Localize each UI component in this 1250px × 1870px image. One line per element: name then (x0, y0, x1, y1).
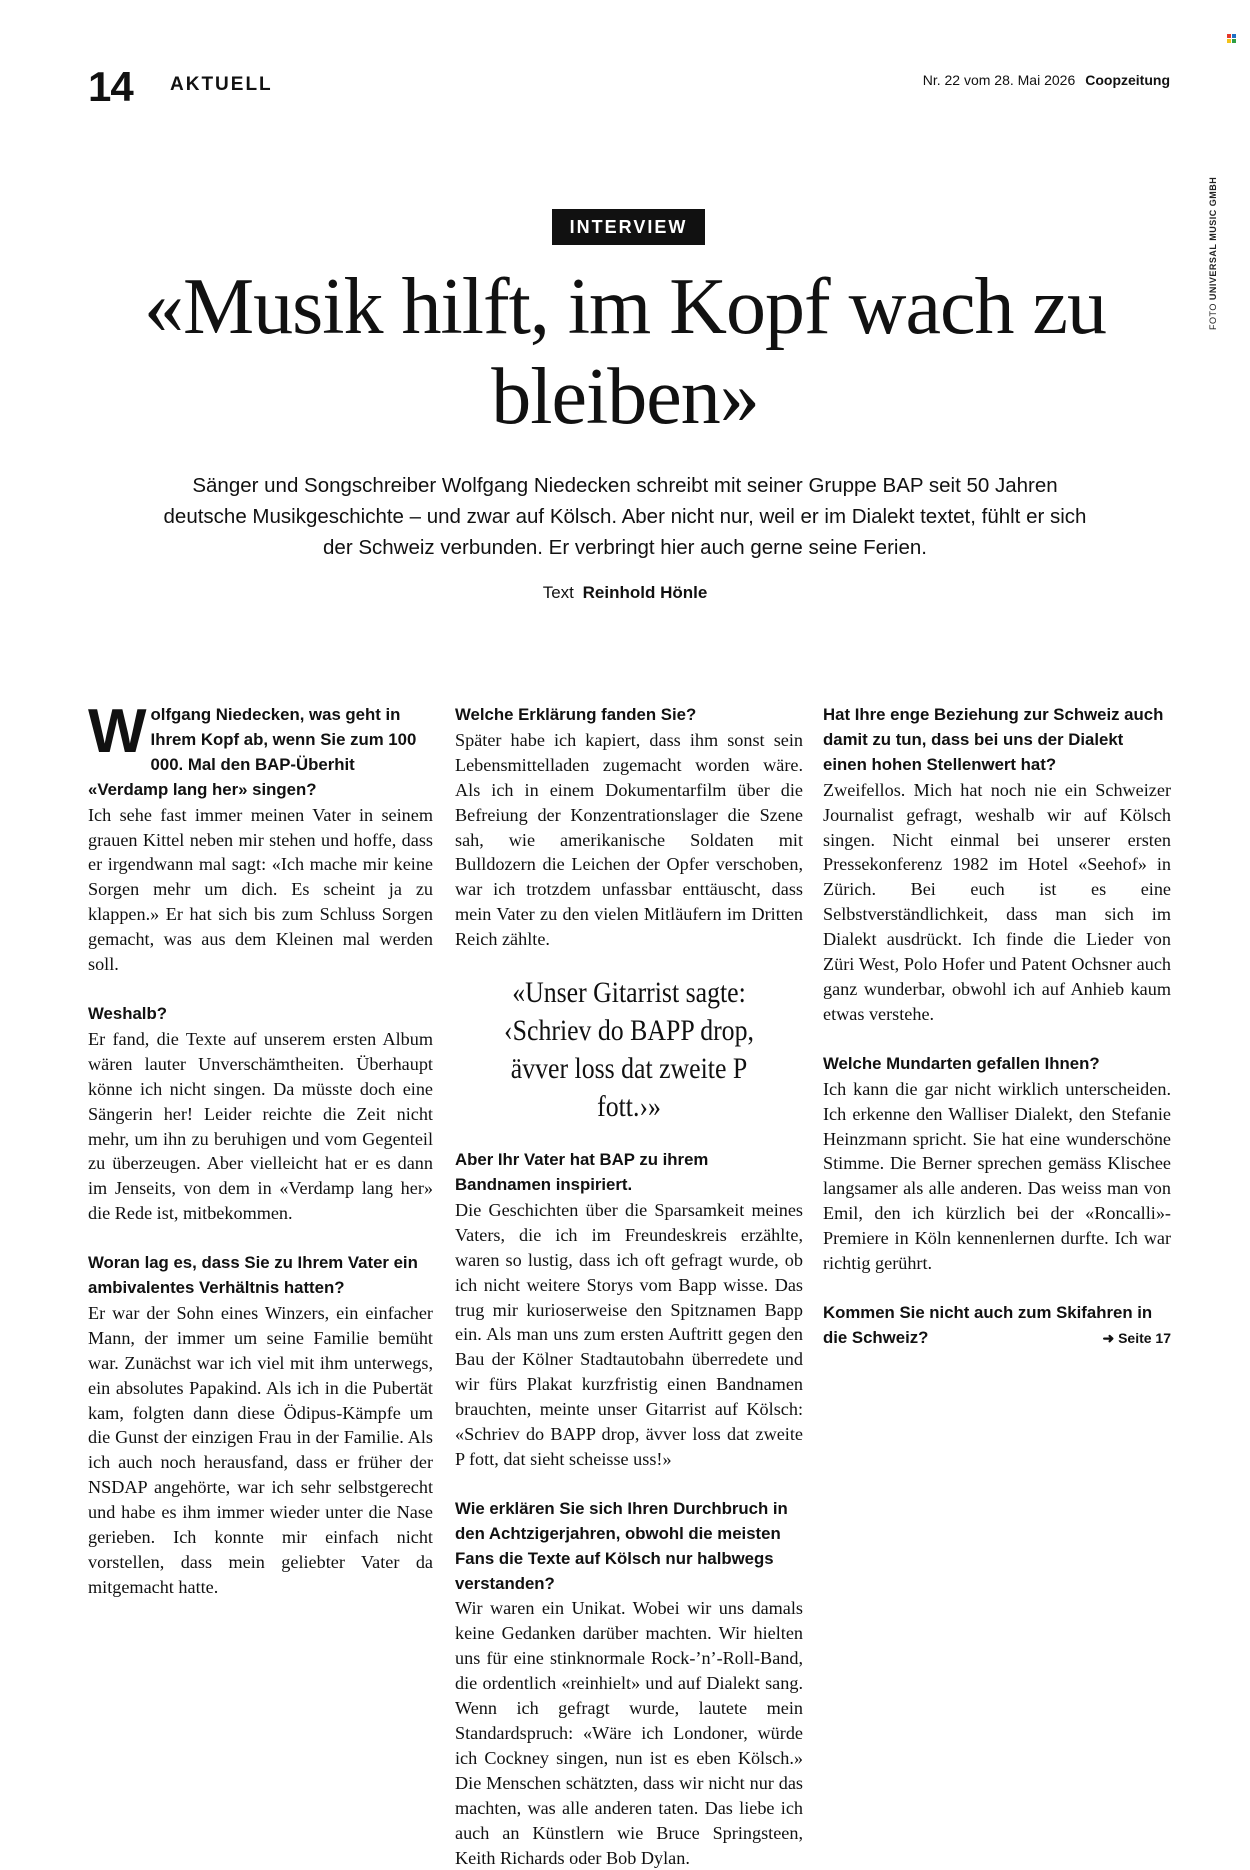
byline-author: Reinhold Hönle (582, 583, 708, 602)
question (88, 697, 433, 803)
answer: Er fand, die Texte auf unserem ersten Album wären lauter Unverschämtheiten. Überhaupt könne ich nicht singen. Da müsste doch eine Sängerin her! Leider reichte die Zeit nicht mehr, um ihn zu beruhigen und vom Gegenteil zu überzeugen. Aber vielleicht hat er es dann im Jenseits, von dem in «Verdamp lang her» die Rede ist, mitbekommen. (88, 1028, 433, 1224)
column-1 (88, 697, 433, 1600)
answer: Zweifellos. Mich hat noch nie ein Schweizer Journalist gefragt, weshalb wir auf Kölsch singen. Nicht einmal bei unserer ersten Pressekonferenz 1982 im Hotel «Seehof» in Zürich. Bei euch ist es eine Selbstverständlichkeit, dass man sich im Dialekt ausdrückt. Ich finde die Lieder von Züri West, Polo Hofer und Patent Ochsner auch ganz wunderbar, obwohl ich auf Anhieb kaum etwas verstehe. (823, 779, 1171, 1024)
byline-label: Text (542, 583, 574, 602)
question: Woran lag es, dass Sie zu Ihrem Vater ein ambivalentes Verhältnis hatten? (88, 1253, 418, 1298)
answer: Ich kann die gar nicht wirklich unterscheiden. Ich erkenne den Walliser Dialekt, den Stefanie Heinzmann spricht. Sie hat eine wunderschöne Stimme. Die Berner sprechen gemäss Klischee langsamer als alle anderen. Das weiss man von Emil, den ich kürzlich bei der «Roncalli»-Premiere in Köln kennenlernen durfte. Ich war richtig gerührt. (823, 1078, 1171, 1274)
answer: Die Geschichten über die Sparsamkeit meines Vaters, die ich im Freundeskreis erzählte, waren so lustig, dass ich oft gefragt wurde, ob ich nicht weitere Storys vom Bapp wisse. Das trug mir kurioserweise den Spitznamen Bapp ein. Als man uns zum ersten Auftritt gegen den Bau der Kölner Stadtautobahn überredete und wir fürs Plakat kurzfristig einen Bandnamen brauchten, meinte unser Gitarrist auf Kölsch: «Schriev do BAPP drop, ävver loss dat zweite P fott, dat sieht scheisse uss!» (455, 1199, 803, 1469)
byline (0, 583, 1250, 603)
photo-credit-source: UNIVERSAL MUSIC GMBH (1208, 176, 1218, 301)
answer: Später habe ich kapiert, dass ihm sonst sein Lebensmittelladen zugemacht worden wäre. Als ich in einem Dokumentarfilm über die Befreiung der Konzentrationslager die Szene sah, wie amerikanische Soldaten mit Bulldozern die Leichen der Opfer verschoben, war ich trotzdem unfassbar enttäuscht, dass mein Vater zu den vielen Mitläufern im Dritten Reich zählte. (455, 729, 803, 950)
column-3 (823, 703, 1171, 1351)
drop-cap: W (88, 697, 145, 766)
issue-date: Nr. 22 vom 28. Mai 2026 (922, 72, 1076, 88)
photo-credit-label: FOTO (1208, 303, 1218, 330)
color-registration-icon (1227, 34, 1236, 43)
question (823, 1301, 1171, 1351)
lead-paragraph: Sänger und Songschreiber Wolfgang Niedecken schreibt mit seiner Gruppe BAP seit 50 Jahren deutsche Musikgeschichte – und zwar auf Kölsch. Aber nicht nur, weil er im Dialekt textet, fühlt er sich der Schweiz verbunden. Er verbringt hier auch gerne seine Ferien. (163, 474, 1087, 559)
question: Welche Erklärung fanden Sie? (455, 705, 697, 724)
question: Welche Mundarten gefallen Ihnen? (823, 1053, 1100, 1073)
continued-link[interactable]: ➜ Seite 17 (1102, 1329, 1171, 1346)
headline: «Musik hilft, im Kopf wach zu bleiben» (144, 263, 1106, 441)
answer: Wir waren ein Unikat. Wobei wir uns damals keine Gedanken darüber machten. Wir hielten uns für eine stinknormale Rock-’n’-Roll-Band, die ordentlich «reinhielt» und auf Dialekt sang. Wenn ich gefragt wurde, lautete mein Standardspruch: «Wäre ich Londoner, würde ich Cockney singen, nun ist es eben Kölsch.» Die Menschen schätzten, dass wir nicht nur das machten, was alle anderen taten. Das liebe ich auch an Künstlern wie Bruce Springsteen, Keith Richards oder Bob Dylan. (455, 1598, 803, 1868)
publication-name: Coopzeitung (1085, 72, 1170, 88)
issue-info (820, 72, 1170, 88)
question: Aber Ihr Vater hat BAP zu ihrem Bandnamen inspiriert. (455, 1150, 709, 1194)
question: Weshalb? (88, 1003, 167, 1023)
column-2 (455, 703, 803, 1870)
pull-quote: «Unser Gitarrist sagte: ‹Schriev do BAPP drop, ävver loss dat zweite P fott.›» (504, 976, 754, 1124)
article-tag: INTERVIEW (552, 209, 705, 245)
photo-credit (1208, 177, 1218, 330)
page-number: 14 (88, 63, 133, 110)
question: Hat Ihre enge Beziehung zur Schweiz auch damit zu tun, dass bei uns der Dialekt einen hohen Stellenwert hat? (823, 705, 1164, 774)
section-label: AKTUELL (170, 74, 273, 95)
question: Wie erklären Sie sich Ihren Durchbruch in den Achtzigerjahren, obwohl die meisten Fans die Texte auf Kölsch nur halbwegs verstanden? (455, 1498, 788, 1593)
answer: Er war der Sohn eines Winzers, ein einfacher Mann, der immer um seine Familie bemüht war. Zunächst war ich viel mit ihm unterwegs, ein absolutes Papakind. Als ich in die Pubertät kam, folgten dann diese Ödipus-Kämpfe um die Gunst der einzigen Frau in der Familie. Als ich auch noch herausfand, dass er früher der NSDAP angehörte, war ich sehr selbstgerecht und habe es ihm immer wieder unter die Nase gerieben. Ich konnte mir einfach nicht vorstellen, dass mein geliebter Vater da mitgemacht hatte. (88, 1302, 433, 1597)
answer: Ich sehe fast immer meinen Vater in seinem grauen Kittel neben mir stehen und hoffe, dass er irgendwann mal sagt: «Ich mache mir keine Sorgen mehr um dich. Es scheint ja zu klappen.» Er hat sich bis zum Schluss Sorgen gemacht, was aus dem Kleinen mal werden soll. (88, 804, 433, 975)
question-text: Kommen Sie nicht auch zum Skifahren in die Schweiz? (823, 1302, 1153, 1347)
question-text: olfgang Niedecken, was geht in Ihrem Kopf ab, wenn Sie zum 100 000. Mal den BAP-Überhit «Verdamp lang her» singen? (88, 705, 417, 799)
